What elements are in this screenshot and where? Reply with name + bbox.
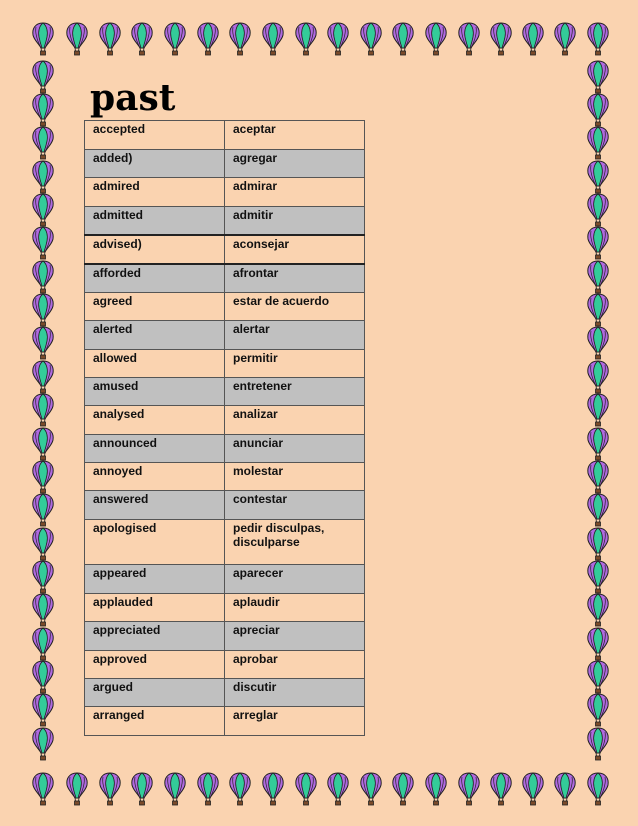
- spanish-translation-cell: afrontar: [225, 264, 365, 293]
- hot-air-balloon-icon: [585, 660, 611, 694]
- hot-air-balloon-icon: [30, 226, 56, 260]
- hot-air-balloon-icon: [30, 393, 56, 427]
- hot-air-balloon-icon: [358, 772, 384, 806]
- hot-air-balloon-icon: [488, 772, 514, 806]
- hot-air-balloon-icon: [585, 293, 611, 327]
- hot-air-balloon-icon: [227, 772, 253, 806]
- table-row: [85, 178, 365, 207]
- spanish-translation-cell: estar de acuerdo: [225, 293, 365, 321]
- table-row: [85, 293, 365, 321]
- table-row: [85, 594, 365, 622]
- english-verb-cell: advised): [85, 235, 225, 264]
- hot-air-balloon-icon: [30, 160, 56, 194]
- hot-air-balloon-icon: [585, 527, 611, 561]
- hot-air-balloon-icon: [585, 593, 611, 627]
- hot-air-balloon-icon: [423, 772, 449, 806]
- hot-air-balloon-icon: [585, 93, 611, 127]
- english-verb-cell: applauded: [85, 594, 225, 622]
- table-row: [85, 378, 365, 406]
- hot-air-balloon-icon: [423, 22, 449, 56]
- hot-air-balloon-icon: [585, 360, 611, 394]
- page-title: past: [90, 77, 176, 119]
- spanish-translation-cell: admirar: [225, 178, 365, 207]
- spanish-translation-cell: aparecer: [225, 565, 365, 594]
- english-verb-cell: appreciated: [85, 622, 225, 651]
- hot-air-balloon-icon: [488, 22, 514, 56]
- english-verb-cell: afforded: [85, 264, 225, 293]
- hot-air-balloon-icon: [585, 460, 611, 494]
- hot-air-balloon-icon: [585, 126, 611, 160]
- spanish-translation-cell: pedir disculpas, disculparse: [225, 520, 365, 565]
- vocabulary-table: [84, 120, 365, 736]
- table-row: [85, 350, 365, 378]
- hot-air-balloon-icon: [293, 772, 319, 806]
- hot-air-balloon-icon: [30, 293, 56, 327]
- hot-air-balloon-icon: [585, 260, 611, 294]
- hot-air-balloon-icon: [520, 22, 546, 56]
- table-row: [85, 435, 365, 463]
- table-row: [85, 406, 365, 435]
- hot-air-balloon-icon: [30, 460, 56, 494]
- spanish-translation-cell: contestar: [225, 491, 365, 520]
- hot-air-balloon-icon: [30, 427, 56, 461]
- english-verb-cell: amused: [85, 378, 225, 406]
- english-verb-cell: allowed: [85, 350, 225, 378]
- hot-air-balloon-icon: [30, 22, 56, 56]
- spanish-translation-cell: arreglar: [225, 707, 365, 736]
- hot-air-balloon-icon: [456, 22, 482, 56]
- spanish-translation-cell: discutir: [225, 679, 365, 707]
- table-row: [85, 121, 365, 150]
- hot-air-balloon-icon: [64, 22, 90, 56]
- hot-air-balloon-icon: [30, 772, 56, 806]
- spanish-translation-cell: apreciar: [225, 622, 365, 651]
- table-row: [85, 707, 365, 736]
- hot-air-balloon-icon: [97, 22, 123, 56]
- hot-air-balloon-icon: [30, 727, 56, 761]
- hot-air-balloon-icon: [30, 560, 56, 594]
- english-verb-cell: announced: [85, 435, 225, 463]
- english-verb-cell: answered: [85, 491, 225, 520]
- english-verb-cell: accepted: [85, 121, 225, 150]
- hot-air-balloon-icon: [585, 60, 611, 94]
- table-row: [85, 651, 365, 679]
- hot-air-balloon-icon: [585, 693, 611, 727]
- hot-air-balloon-icon: [97, 772, 123, 806]
- hot-air-balloon-icon: [30, 93, 56, 127]
- hot-air-balloon-icon: [390, 22, 416, 56]
- table-row: [85, 622, 365, 651]
- hot-air-balloon-icon: [30, 360, 56, 394]
- hot-air-balloon-icon: [585, 393, 611, 427]
- table-row: [85, 463, 365, 491]
- english-verb-cell: approved: [85, 651, 225, 679]
- hot-air-balloon-icon: [30, 326, 56, 360]
- hot-air-balloon-icon: [520, 772, 546, 806]
- hot-air-balloon-icon: [195, 772, 221, 806]
- table-row: [85, 264, 365, 293]
- hot-air-balloon-icon: [30, 693, 56, 727]
- hot-air-balloon-icon: [585, 627, 611, 661]
- hot-air-balloon-icon: [390, 772, 416, 806]
- hot-air-balloon-icon: [585, 772, 611, 806]
- english-verb-cell: annoyed: [85, 463, 225, 491]
- english-verb-cell: analysed: [85, 406, 225, 435]
- spanish-translation-cell: molestar: [225, 463, 365, 491]
- hot-air-balloon-icon: [585, 193, 611, 227]
- hot-air-balloon-icon: [30, 260, 56, 294]
- english-verb-cell: agreed: [85, 293, 225, 321]
- table-row: [85, 321, 365, 350]
- hot-air-balloon-icon: [227, 22, 253, 56]
- english-verb-cell: apologised: [85, 520, 225, 565]
- hot-air-balloon-icon: [456, 772, 482, 806]
- hot-air-balloon-icon: [552, 772, 578, 806]
- english-verb-cell: alerted: [85, 321, 225, 350]
- hot-air-balloon-icon: [552, 22, 578, 56]
- hot-air-balloon-icon: [585, 727, 611, 761]
- hot-air-balloon-icon: [325, 22, 351, 56]
- hot-air-balloon-icon: [30, 493, 56, 527]
- hot-air-balloon-icon: [162, 22, 188, 56]
- table-row: [85, 520, 365, 565]
- spanish-translation-cell: aplaudir: [225, 594, 365, 622]
- spanish-translation-cell: admitir: [225, 207, 365, 235]
- table-row: [85, 235, 365, 264]
- hot-air-balloon-icon: [585, 160, 611, 194]
- spanish-translation-cell: alertar: [225, 321, 365, 350]
- hot-air-balloon-icon: [162, 772, 188, 806]
- spanish-translation-cell: aconsejar: [225, 235, 365, 264]
- hot-air-balloon-icon: [585, 560, 611, 594]
- spanish-translation-cell: permitir: [225, 350, 365, 378]
- hot-air-balloon-icon: [129, 772, 155, 806]
- hot-air-balloon-icon: [585, 427, 611, 461]
- hot-air-balloon-icon: [30, 193, 56, 227]
- spanish-translation-cell: agregar: [225, 150, 365, 178]
- hot-air-balloon-icon: [30, 660, 56, 694]
- english-verb-cell: admired: [85, 178, 225, 207]
- hot-air-balloon-icon: [64, 772, 90, 806]
- hot-air-balloon-icon: [260, 772, 286, 806]
- spanish-translation-cell: aprobar: [225, 651, 365, 679]
- hot-air-balloon-icon: [195, 22, 221, 56]
- hot-air-balloon-icon: [30, 527, 56, 561]
- english-verb-cell: argued: [85, 679, 225, 707]
- english-verb-cell: admitted: [85, 207, 225, 235]
- table-row: [85, 207, 365, 235]
- hot-air-balloon-icon: [585, 226, 611, 260]
- hot-air-balloon-icon: [293, 22, 319, 56]
- table-row: [85, 565, 365, 594]
- english-verb-cell: added): [85, 150, 225, 178]
- hot-air-balloon-icon: [30, 593, 56, 627]
- table-row: [85, 679, 365, 707]
- table-row: [85, 491, 365, 520]
- hot-air-balloon-icon: [30, 126, 56, 160]
- hot-air-balloon-icon: [325, 772, 351, 806]
- hot-air-balloon-icon: [585, 22, 611, 56]
- spanish-translation-cell: entretener: [225, 378, 365, 406]
- hot-air-balloon-icon: [585, 493, 611, 527]
- spanish-translation-cell: analizar: [225, 406, 365, 435]
- english-verb-cell: arranged: [85, 707, 225, 736]
- hot-air-balloon-icon: [30, 627, 56, 661]
- hot-air-balloon-icon: [358, 22, 384, 56]
- hot-air-balloon-icon: [129, 22, 155, 56]
- hot-air-balloon-icon: [30, 60, 56, 94]
- spanish-translation-cell: anunciar: [225, 435, 365, 463]
- table-row: [85, 150, 365, 178]
- english-verb-cell: appeared: [85, 565, 225, 594]
- spanish-translation-cell: aceptar: [225, 121, 365, 150]
- hot-air-balloon-icon: [260, 22, 286, 56]
- hot-air-balloon-icon: [585, 326, 611, 360]
